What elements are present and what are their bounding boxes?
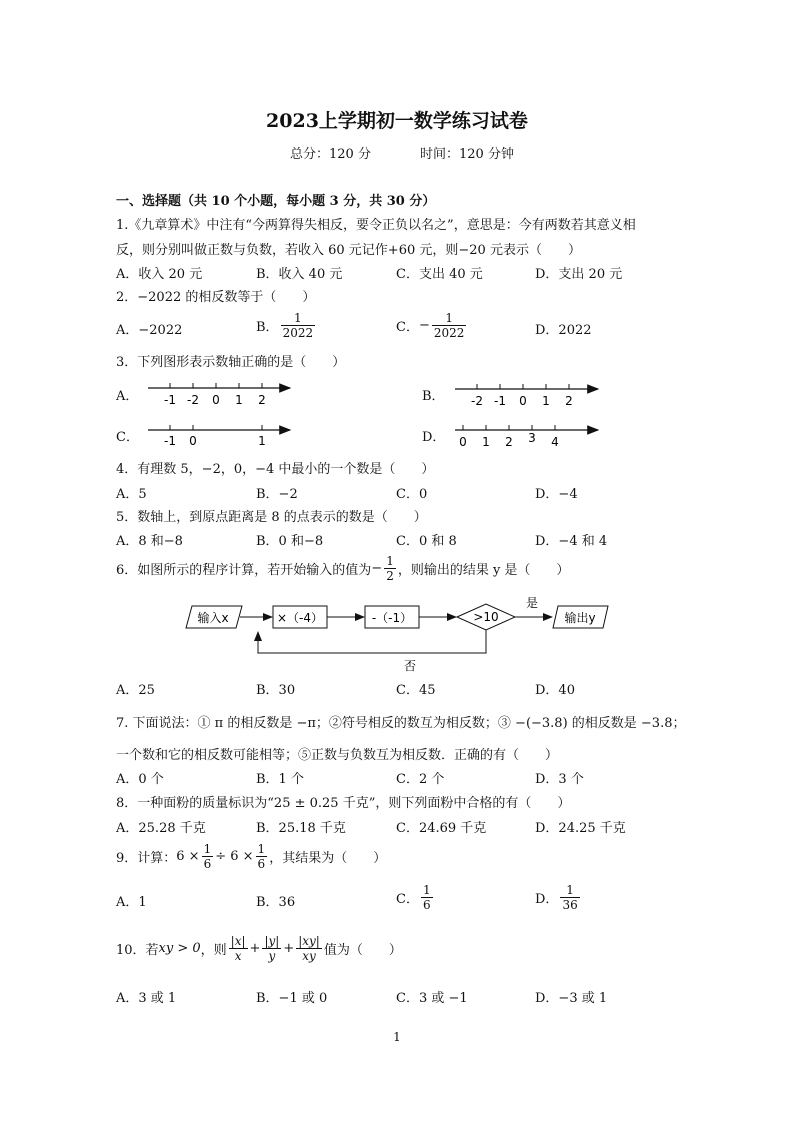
q9-fraction-2 (256, 842, 268, 871)
q6-stem-sign: − (371, 561, 383, 576)
q9-fraction-1 (202, 842, 214, 871)
q3-option-d-label: D． (422, 430, 446, 445)
q8-option-c: C．24.69 千克 (396, 821, 487, 836)
q10-condition: xy > 0 (158, 941, 201, 956)
q2-option-c-sign: − (418, 318, 430, 333)
q9-option-d-fraction (560, 883, 579, 912)
flow-no-label: 否 (403, 659, 417, 673)
q1-line1: 1.《九章算术》中注有“今两算得失相反，要令正负以名之”，意思是：今有两数若其意义相 (116, 218, 636, 233)
q9-expr-2: ÷ 6 × (215, 849, 254, 864)
b-tick-label: 0 (519, 394, 527, 408)
flow-subtract-text: -（-1） (371, 611, 413, 625)
a-tick-label: 0 (212, 393, 220, 407)
b-tick-label: -2 (471, 394, 483, 408)
q10-term-3 (296, 934, 322, 963)
q10-t1-numerator: |x| (230, 934, 246, 948)
q10-stem-mid: ，则 (200, 943, 227, 958)
q7-option-a: A．0 个 (116, 772, 164, 787)
q10-term-2 (262, 934, 281, 963)
q9-f1-numerator: 1 (203, 842, 212, 856)
q2-option-a: A．−2022 (116, 323, 183, 338)
q9-option-c-fraction (421, 883, 433, 912)
q6-denominator: 2 (386, 569, 394, 583)
q10-plus: + (249, 941, 261, 956)
q1-option-d: D．支出 20 元 (535, 267, 623, 282)
q9-stem (116, 842, 386, 871)
flow-loop-arrow (258, 630, 486, 653)
q9-option-a: A．1 (116, 895, 147, 910)
q1-line2: 反，则分别叫做正数与负数，若收入 60 元记作+60 元，则−20 元表示（ ） (116, 243, 581, 258)
q4-option-b: B．−2 (256, 487, 298, 502)
q3-option-a-label: A． (116, 389, 139, 404)
q2-stem: 2．−2022 的相反数等于（ ） (116, 290, 316, 305)
d-tick-label: 0 (459, 435, 467, 449)
q9-c-denominator: 6 (422, 898, 431, 912)
q10-option-a: A．3 或 1 (116, 991, 177, 1006)
q5-option-a: A．8 和−8 (116, 534, 183, 549)
q9-f2-numerator: 1 (257, 842, 266, 856)
q4-stem: 4．有理数 5，−2，0，−4 中最小的一个数是（ ） (116, 462, 435, 477)
q3-number-lines (0, 0, 794, 460)
a-tick-label: 1 (235, 393, 243, 407)
q7-option-c: C．2 个 (396, 772, 445, 787)
b-tick-label: -1 (494, 394, 506, 408)
q1-option-c: C．支出 40 元 (396, 267, 483, 282)
q10-stem-post: 值为（ ） (323, 943, 402, 958)
q3-option-c-label: C． (116, 430, 139, 445)
q10-term-1 (229, 934, 248, 963)
q9-option-c-label: C． (396, 892, 419, 907)
q2-b-numerator: 1 (281, 311, 316, 326)
q2-c-denominator: 2022 (433, 326, 465, 340)
q10-option-d: D．−3 或 1 (535, 991, 608, 1006)
d-tick-label: 3 (528, 431, 536, 445)
q6-stem-post: ，则输出的结果 y 是（ ） (397, 563, 570, 578)
q9-stem-pre: 9．计算： (116, 851, 177, 866)
d-tick-label: 1 (482, 435, 490, 449)
q10-stem (116, 934, 402, 963)
q8-option-d: D．24.25 千克 (535, 821, 626, 836)
q10-t2-denominator: y (268, 949, 276, 963)
q10-t2-numerator: |y| (264, 934, 280, 948)
q5-option-c: C．0 和 8 (396, 534, 457, 549)
q9-d-numerator: 1 (560, 883, 579, 898)
section-heading: 一、选择题（共 10 个小题，每小题 3 分，共 30 分） (116, 194, 436, 209)
q7-line1: 7. 下面说法：① π 的相反数是 −π；②符号相反的数互为相反数；③ −(−3.8) 的相反数是 −3.8； (116, 716, 686, 731)
q9-stem-post: ，其结果为（ ） (269, 851, 387, 866)
q9-option-b: B．36 (256, 895, 296, 910)
q2-c-numerator: 1 (432, 311, 467, 326)
q10-stem-pre: 10．若 (116, 943, 159, 958)
c-tick-label: 0 (189, 434, 197, 448)
q10-t1-denominator: x (234, 949, 242, 963)
q3-option-b-label: B． (422, 389, 445, 404)
q1-option-a: A．收入 20 元 (116, 267, 203, 282)
q6-input-fraction (384, 554, 396, 583)
flow-output-text: 输出y (564, 611, 596, 625)
q7-line2: 一个数和它的相反数可能相等；⑤正数与负数互为相反数．正确的有（ ） (116, 748, 559, 763)
number-line-b (455, 384, 598, 408)
a-tick-label: 2 (258, 393, 266, 407)
b-tick-label: 2 (565, 394, 573, 408)
q9-option-d (535, 883, 582, 912)
page-title: 2023上学期初一数学练习试卷 (266, 110, 528, 132)
q5-option-d: D．−4 和 4 (535, 534, 608, 549)
c-tick-label: 1 (258, 434, 266, 448)
q6-option-d: D．40 (535, 683, 575, 698)
q3-stem: 3．下列图形表示数轴正确的是（ ） (116, 355, 346, 370)
number-line-c (148, 425, 290, 448)
q2-option-d: D．2022 (535, 323, 592, 338)
q2-option-b-label: B． (256, 320, 279, 335)
q4-option-a: A．5 (116, 487, 147, 502)
q9-expr-1: 6 × (176, 849, 200, 864)
q7-option-d: D．3 个 (535, 772, 584, 787)
q9-option-c (396, 883, 435, 912)
q8-option-b: B．25.18 千克 (256, 821, 346, 836)
flow-multiply-text: ×（-4） (276, 611, 324, 625)
q6-stem (116, 554, 569, 583)
q6-stem-pre: 6．如图所示的程序计算，若开始输入的值为 (116, 563, 372, 578)
q4-option-c: C．0 (396, 487, 428, 502)
b-tick-label: 1 (542, 394, 550, 408)
a-tick-label: -2 (187, 393, 199, 407)
q9-f1-denominator: 6 (203, 857, 212, 871)
q10-t3-numerator: |xy| (298, 934, 320, 948)
q6-numerator: 1 (386, 554, 394, 568)
q10-option-c: C．3 或 −1 (396, 991, 468, 1006)
number-line-a (148, 383, 290, 407)
d-tick-label: 2 (505, 435, 513, 449)
q2-option-c-label: C． (396, 320, 419, 335)
q5-option-b: B．0 和−8 (256, 534, 324, 549)
q4-option-d: D．−4 (535, 487, 578, 502)
q9-option-d-label: D． (535, 892, 559, 907)
q6-option-b: B．30 (256, 683, 296, 698)
flow-input-text: 输入x (197, 611, 229, 625)
q8-option-a: A．25.28 千克 (116, 821, 206, 836)
q9-d-denominator: 36 (562, 898, 578, 912)
number-line-d (455, 425, 598, 449)
q9-c-numerator: 1 (422, 883, 431, 897)
q10-plus: + (283, 941, 295, 956)
q2-b-denominator: 2022 (282, 326, 314, 340)
a-tick-label: -1 (164, 393, 176, 407)
page-number: 1 (393, 1030, 401, 1044)
c-tick-label: -1 (164, 434, 176, 448)
q6-flowchart (0, 590, 794, 680)
total-score: 总分：120 分 (290, 147, 371, 162)
q1-option-b: B．收入 40 元 (256, 267, 343, 282)
flow-yes-label: 是 (525, 596, 539, 610)
q9-f2-denominator: 6 (257, 857, 266, 871)
q10-option-b: B．−1 或 0 (256, 991, 328, 1006)
exam-time: 时间：120 分钟 (420, 147, 514, 162)
d-tick-label: 4 (551, 435, 559, 449)
q10-t3-denominator: xy (302, 949, 316, 963)
q6-option-c: C．45 (396, 683, 436, 698)
q8-stem: 8．一种面粉的质量标识为“25 ± 0.25 千克”，则下列面粉中合格的有（ ） (116, 796, 571, 811)
flow-condition-text: >10 (473, 610, 499, 624)
q6-option-a: A．25 (116, 683, 155, 698)
q5-stem: 5．数轴上，到原点距离是 8 的点表示的数是（ ） (116, 510, 427, 525)
q7-option-b: B．1 个 (256, 772, 304, 787)
